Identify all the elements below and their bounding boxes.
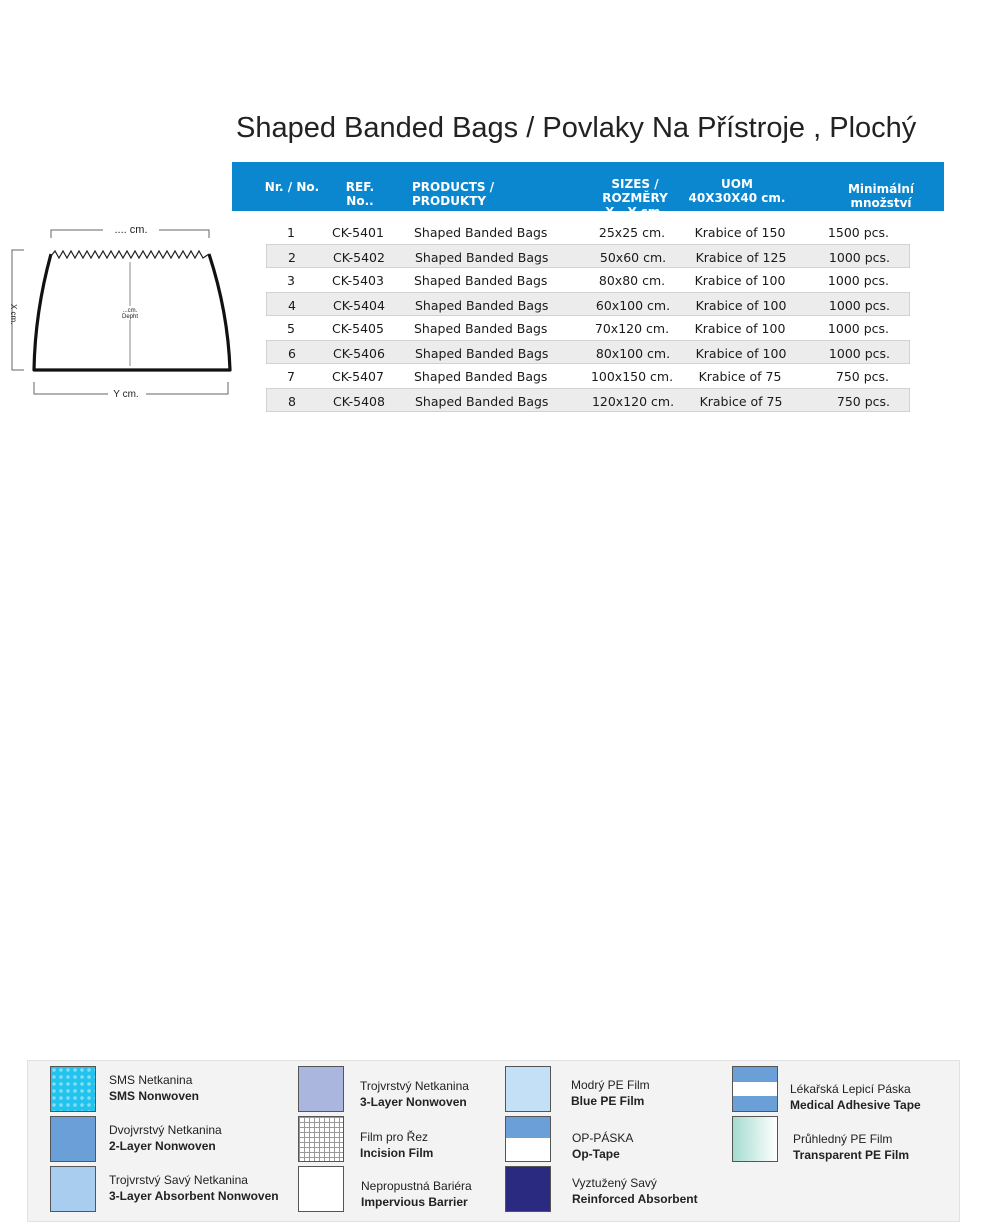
cell-product: Shaped Banded Bags bbox=[414, 369, 548, 384]
legend-op-tape bbox=[572, 1130, 633, 1162]
three-layer-swatch bbox=[298, 1066, 344, 1112]
cell-uom: Krabice of 75 bbox=[698, 369, 782, 384]
cell-min: 750 pcs. bbox=[836, 394, 890, 409]
cell-nr: 3 bbox=[287, 273, 295, 288]
header-products: PRODUCTS / PRODUKTY bbox=[412, 180, 495, 208]
table-row bbox=[266, 316, 910, 340]
reinforced-swatch bbox=[505, 1166, 551, 1212]
page-title: Shaped Banded Bags / Povlaky Na Přístroje , Plochý bbox=[236, 112, 917, 144]
cell-uom: Krabice of 150 bbox=[694, 225, 786, 240]
cell-product: Shaped Banded Bags bbox=[414, 321, 548, 336]
legend-barrier bbox=[361, 1178, 472, 1210]
table-row bbox=[266, 244, 910, 268]
legend-transparent bbox=[793, 1131, 909, 1163]
legend-transparent-cz: Průhledný PE Film bbox=[793, 1132, 893, 1146]
cell-ref: CK-5405 bbox=[332, 321, 384, 336]
header-sizes bbox=[578, 177, 692, 219]
cell-nr: 8 bbox=[288, 394, 296, 409]
cell-min: 1500 pcs. bbox=[827, 225, 889, 240]
cell-uom: Krabice of 75 bbox=[699, 394, 783, 409]
cell-ref: CK-5407 bbox=[332, 369, 384, 384]
cell-min: 750 pcs. bbox=[835, 369, 889, 384]
sms-swatch bbox=[50, 1066, 96, 1112]
cell-nr: 5 bbox=[287, 321, 295, 336]
cell-min: 1000 pcs. bbox=[828, 346, 890, 361]
cell-size: 100x150 cm. bbox=[590, 369, 674, 384]
adhesive-tape-swatch bbox=[732, 1066, 778, 1112]
legend-sms-en: SMS Nonwoven bbox=[109, 1089, 200, 1103]
legend-barrier-en: Impervious Barrier bbox=[361, 1195, 468, 1209]
legend-three-layer-cz: Trojvrstvý Netkanina bbox=[360, 1079, 469, 1093]
legend-incision bbox=[360, 1129, 433, 1161]
cell-ref: CK-5401 bbox=[332, 225, 384, 240]
cell-product: Shaped Banded Bags bbox=[414, 225, 548, 240]
legend-adhesive-en: Medical Adhesive Tape bbox=[790, 1098, 921, 1112]
legend-reinforced-en: Reinforced Absorbent bbox=[572, 1192, 698, 1206]
legend-reinforced bbox=[572, 1175, 698, 1207]
cell-uom: Krabice of 100 bbox=[695, 298, 787, 313]
legend-absorbent bbox=[109, 1172, 279, 1204]
cell-nr: 1 bbox=[287, 225, 295, 240]
cell-min: 1000 pcs. bbox=[828, 250, 890, 265]
cell-size: 70x120 cm. bbox=[594, 321, 670, 336]
table-row bbox=[266, 268, 910, 292]
legend-transparent-en: Transparent PE Film bbox=[793, 1148, 910, 1162]
two-layer-swatch bbox=[50, 1116, 96, 1162]
incision-film-swatch bbox=[298, 1116, 344, 1162]
legend-incision-cz: Film pro Řez bbox=[360, 1130, 429, 1144]
table-row bbox=[266, 364, 910, 388]
cell-uom: Krabice of 100 bbox=[694, 321, 786, 336]
top-dimension-label: .... cm. bbox=[114, 224, 148, 236]
header-min: Minimální množství bbox=[847, 182, 915, 210]
cell-ref: CK-5403 bbox=[332, 273, 384, 288]
cell-uom: Krabice of 100 bbox=[694, 273, 786, 288]
cell-product: Shaped Banded Bags bbox=[415, 346, 549, 361]
cell-product: Shaped Banded Bags bbox=[415, 250, 549, 265]
cell-size: 50x60 cm. bbox=[599, 250, 667, 265]
cell-nr: 6 bbox=[288, 346, 296, 361]
legend-barrier-cz: Nepropustná Bariéra bbox=[361, 1179, 472, 1193]
legend-two-layer-en: 2-Layer Nonwoven bbox=[109, 1139, 216, 1153]
legend-op-tape-en: Op-Tape bbox=[572, 1147, 620, 1161]
cell-ref: CK-5406 bbox=[333, 346, 385, 361]
legend-incision-en: Incision Film bbox=[360, 1146, 434, 1160]
legend-blue-pe-cz: Modrý PE Film bbox=[571, 1078, 650, 1092]
transparent-pe-swatch bbox=[732, 1116, 778, 1162]
header-uom bbox=[687, 177, 787, 205]
legend-absorbent-en: 3-Layer Absorbent Nonwoven bbox=[109, 1189, 279, 1203]
cell-size: 25x25 cm. bbox=[598, 225, 666, 240]
cell-size: 120x120 cm. bbox=[591, 394, 675, 409]
absorbent-swatch bbox=[50, 1166, 96, 1212]
table-row bbox=[266, 220, 910, 244]
cell-nr: 2 bbox=[288, 250, 296, 265]
barrier-swatch bbox=[298, 1166, 344, 1212]
legend-blue-pe bbox=[571, 1077, 650, 1109]
table-row bbox=[266, 340, 910, 364]
legend-op-tape-cz: OP-PÁSKA bbox=[572, 1131, 634, 1145]
cell-min: 1000 pcs. bbox=[828, 298, 890, 313]
cell-uom: Krabice of 125 bbox=[695, 250, 787, 265]
cell-size: 60x100 cm. bbox=[595, 298, 671, 313]
header-nr: Nr. / No. bbox=[264, 180, 320, 194]
depth-label-cm: ...cm. bbox=[122, 308, 138, 314]
table-row bbox=[266, 292, 910, 316]
legend-reinforced-cz: Vyztužený Savý bbox=[572, 1176, 657, 1190]
depth-label-text: Depht bbox=[121, 314, 139, 320]
legend-sms bbox=[109, 1072, 199, 1104]
legend-three-layer bbox=[360, 1078, 469, 1110]
material-legend bbox=[27, 1060, 960, 1222]
cell-nr: 7 bbox=[287, 369, 295, 384]
header-sizes-line2: X - Y cm. bbox=[605, 205, 665, 219]
cell-nr: 4 bbox=[288, 298, 296, 313]
table-header bbox=[232, 162, 944, 219]
legend-sms-cz: SMS Netkanina bbox=[109, 1073, 193, 1087]
y-dimension-label: Y cm. bbox=[113, 389, 139, 400]
bag-dimension-diagram bbox=[8, 222, 234, 402]
legend-blue-pe-en: Blue PE Film bbox=[571, 1094, 645, 1108]
table-body bbox=[266, 220, 910, 412]
legend-adhesive-cz: Lékařská Lepicí Páska bbox=[790, 1082, 911, 1096]
cell-product: Shaped Banded Bags bbox=[415, 394, 549, 409]
legend-adhesive bbox=[790, 1081, 921, 1113]
table-row bbox=[266, 388, 910, 412]
cell-min: 1000 pcs. bbox=[827, 273, 889, 288]
header-uom-line2: 40X30X40 cm. bbox=[688, 191, 786, 205]
cell-ref: CK-5408 bbox=[333, 394, 385, 409]
op-tape-swatch bbox=[505, 1116, 551, 1162]
header-ref: REF. No.. bbox=[345, 180, 375, 208]
cell-ref: CK-5404 bbox=[333, 298, 385, 313]
cell-product: Shaped Banded Bags bbox=[414, 273, 548, 288]
cell-ref: CK-5402 bbox=[333, 250, 385, 265]
header-uom-line1: UOM bbox=[721, 177, 753, 191]
cell-uom: Krabice of 100 bbox=[695, 346, 787, 361]
legend-absorbent-cz: Trojvrstvý Savý Netkanina bbox=[109, 1173, 248, 1187]
header-sizes-line1: SIZES / ROZMĚRY bbox=[602, 177, 668, 205]
cell-size: 80x100 cm. bbox=[595, 346, 671, 361]
legend-two-layer-cz: Dvojvrstvý Netkanina bbox=[109, 1123, 222, 1137]
blue-pe-swatch bbox=[505, 1066, 551, 1112]
x-dimension-label: X cm. bbox=[9, 304, 18, 325]
cell-size: 80x80 cm. bbox=[598, 273, 666, 288]
legend-three-layer-en: 3-Layer Nonwoven bbox=[360, 1095, 467, 1109]
cell-product: Shaped Banded Bags bbox=[415, 298, 549, 313]
legend-two-layer bbox=[109, 1122, 222, 1154]
cell-min: 1000 pcs. bbox=[827, 321, 889, 336]
elastic-band bbox=[51, 251, 209, 258]
